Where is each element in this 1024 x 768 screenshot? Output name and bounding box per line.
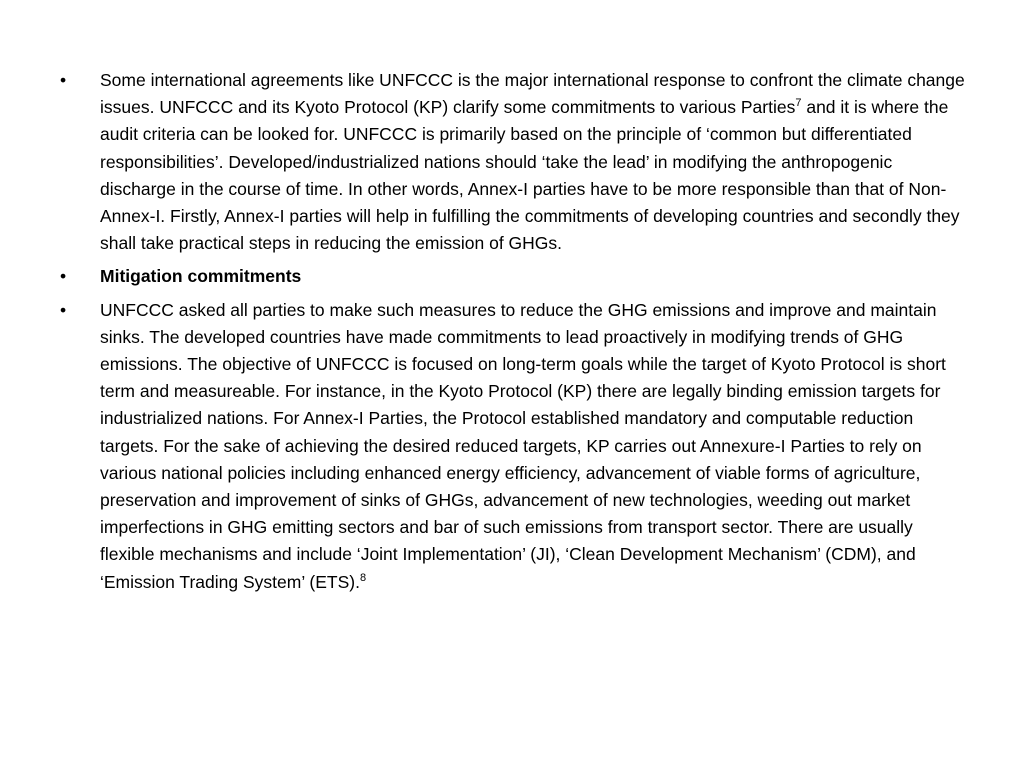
bullet-text [100, 300, 946, 592]
bullet-list [60, 67, 970, 602]
paragraph-text-continued: and it is where the audit criteria can be looked for. UNFCCC is primarily based on the principle of ‘common but differentiated responsibilities’. Developed/industrialized nations should ‘take the lead’ in modifying the anthropogenic discharge in the course of time. In other words, Annex-I parties have to be more responsible than that of Non-Annex-I. Firstly, Annex-I parties will help in fulfilling the commitments of developing countries and secondly they shall take practical steps in reducing the emission of GHGs. [100, 97, 960, 254]
bullet-dot-icon: • [60, 266, 67, 287]
bullet-dot-icon: • [60, 70, 67, 90]
bullet-item-mitigation-details [60, 297, 970, 596]
bullet-item-unfccc-intro [60, 67, 970, 257]
bullet-dot-icon: • [60, 299, 67, 320]
footnote-marker: 8 [359, 571, 367, 584]
bullet-item-mitigation-heading [60, 263, 970, 290]
footnote-marker: 7 [795, 97, 802, 110]
paragraph-text: Some international agreements like UNFCCC is the major international response to confront the climate change issues. UNFCCC and its Kyoto Protocol (KP) clarify some commitments to various Parties [100, 70, 965, 118]
paragraph-text: UNFCCC asked all parties to make such measures to reduce the GHG emissions and improve and maintain sinks. The developed countries have made commitments to lead proactively in modifying trends of GHG emissions. The objective of UNFCCC is focused on long-term goals while the target of Kyoto Protocol is short term and measureable. For instance, in the Kyoto Protocol (KP) there are legally binding emission targets for industrialized nations. For Annex-I Parties, the Protocol established mandatory and computable reduction targets. For the sake of achieving the desired reduced targets, KP carries out Annexure-I Parties to rely on various national policies including enhanced energy efficiency, advancement of viable forms of agriculture, preservation and improvement of sinks of GHGs, advancement of new technologies, weeding out market imperfections in GHG emitting sectors and bar of such emissions from transport sector. There are usually flexible mechanisms and include ‘Joint Implementation’ (JI), ‘Clean Development Mechanism’ (CDM), and ‘Emission Trading System’ (ETS). [100, 299, 946, 592]
section-heading: Mitigation commitments [100, 266, 302, 287]
bullet-text [100, 70, 965, 253]
